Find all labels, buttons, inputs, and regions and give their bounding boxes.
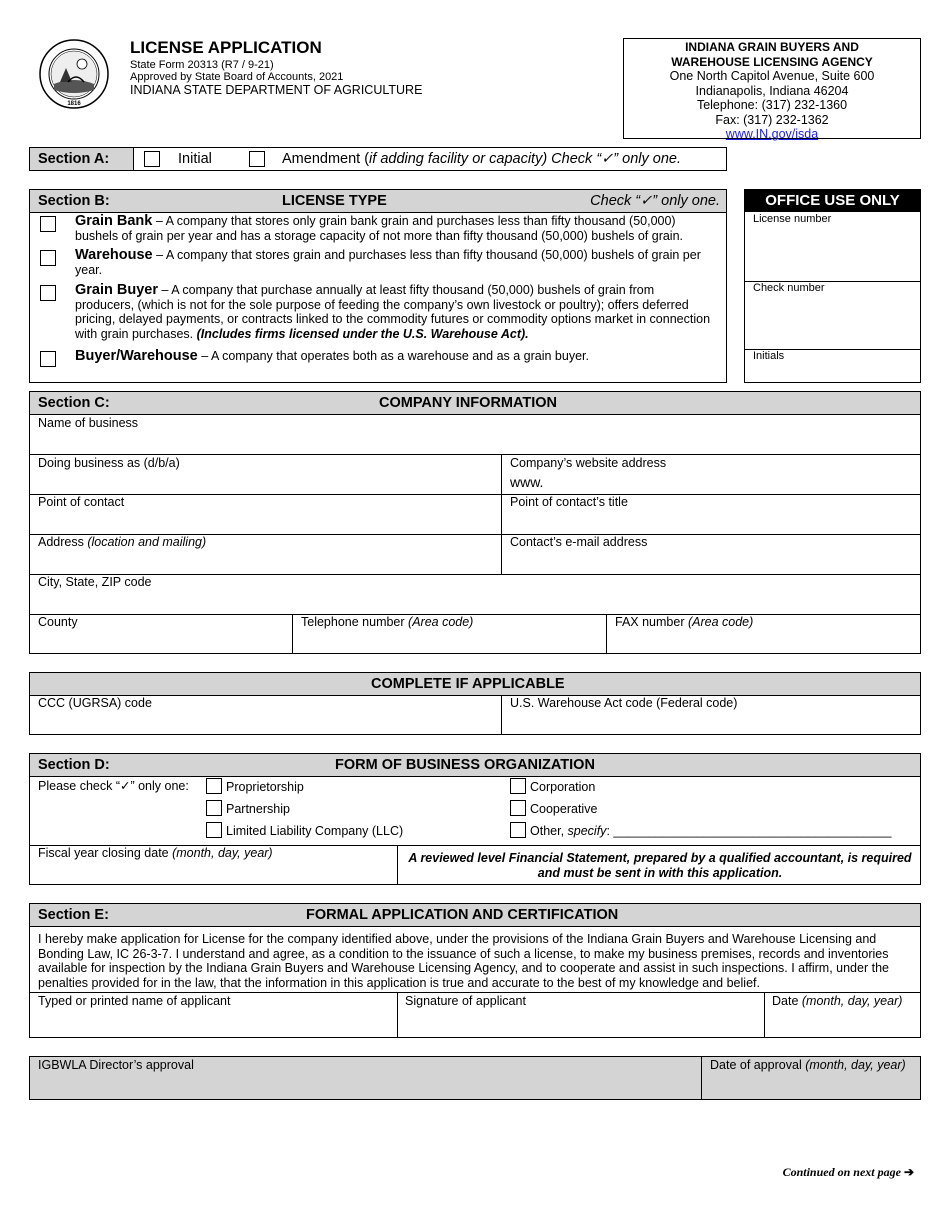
section-d-header [30,754,920,777]
name-of-business-field[interactable]: Name of business [38,416,139,430]
svg-text:1816: 1816 [67,101,81,107]
application-date-field[interactable]: Date (month, day, year) [772,994,903,1008]
grain-buyer-note: (Includes firms licensed under the U.S. Warehouse Act). [196,326,529,341]
cooperative-checkbox[interactable] [510,800,526,816]
applicable-section [29,672,921,735]
county-field[interactable]: County [38,615,78,629]
corporation-label: Corporation [530,780,596,794]
agency-box [623,38,921,139]
applicable-title: COMPLETE IF APPLICABLE [371,676,565,692]
license-number-label: License number [753,213,832,225]
grain-bank-checkbox[interactable] [40,216,56,232]
check-number-label: Check number [753,282,825,294]
agency-telephone: Telephone: (317) 232-1360 [696,98,848,112]
section-d [29,753,921,885]
state-seal [38,38,110,110]
agency-address-1: One North Capitol Avenue, Suite 600 [669,69,875,83]
address-field[interactable]: Address (location and mailing) [38,535,207,549]
agency-address-2: Indianapolis, Indiana 46204 [695,83,849,98]
section-b-label: Section B: [38,193,110,209]
certification-text: I hereby make application for License for the company identified above, under the provisions of the Indiana Grain Buyers and Warehouse Licensing and Bonding Law, IC 26-3-7. I understand and agree, as a condition to the issuance of such a license, to make my business premises, records and inventories available for inspection by the Indiana Grain Buyers and Warehouse Licensing Agency, and to cooperate and assist in such inspections. I affirm, under the penalties provided for in the law, that the information in this application is true and accurate to the best of my knowledge and belief. [38,932,889,990]
initial-label: Initial [178,151,212,167]
agency-website-link[interactable]: www.IN.gov/isda [725,127,819,141]
grain-buyer-name: Grain Buyer [75,282,158,298]
partnership-checkbox[interactable] [206,800,222,816]
website-field[interactable]: Company’s website address [510,456,667,470]
fax-field[interactable]: FAX number (Area code) [615,615,754,629]
warehouse-checkbox[interactable] [40,250,56,266]
section-e-title: FORMAL APPLICATION AND CERTIFICATION [306,907,619,923]
grain-bank-desc: – A company that stores only grain bank grain and purchases less than fifty thousand (50,000) bushels of grain per year and has a storage capacity of not more than fifty thousand (50,000) bushels of grain. [75,214,684,243]
section-e [29,903,921,1038]
section-c [29,391,921,654]
ccc-code-field[interactable]: CCC (UGRSA) code [38,696,152,710]
grain-bank-option [75,214,715,243]
section-a-label: Section A: [30,148,134,170]
continued-text: Continued on next page [782,1165,901,1179]
amendment-checkbox[interactable] [249,151,265,167]
approval-section [29,1056,921,1100]
dba-field[interactable]: Doing business as (d/b/a) [38,456,180,470]
department-name: INDIANA STATE DEPARTMENT OF AGRICULTURE [130,83,423,97]
director-approval-field[interactable]: IGBWLA Director’s approval [38,1058,194,1072]
applicant-signature-field[interactable]: Signature of applicant [405,994,526,1008]
continued-note [783,1165,914,1180]
llc-label: Limited Liability Company (LLC) [226,824,404,838]
right-arrow-icon: ➔ [903,1165,914,1179]
approval-date-field[interactable]: Date of approval (month, day, year) [710,1058,906,1072]
other-specify-field[interactable]: Other, specify: ________________________________________ [530,824,892,838]
section-c-header [30,392,920,415]
agency-name-1: INDIANA GRAIN BUYERS AND [685,40,859,54]
form-number: State Form 20313 (R7 / 9-21) [130,59,274,71]
partnership-label: Partnership [226,802,290,816]
corporation-checkbox[interactable] [510,778,526,794]
proprietorship-label: Proprietorship [226,780,304,794]
grain-buyer-checkbox[interactable] [40,285,56,301]
form-title: LICENSE APPLICATION [130,38,322,57]
buyer-warehouse-checkbox[interactable] [40,351,56,367]
section-c-title: COMPANY INFORMATION [379,395,558,411]
section-e-label: Section E: [38,907,109,923]
website-prefix: www. [510,474,544,490]
section-b-check-note: Check “✓” only one. [590,193,720,209]
warehouse-name: Warehouse [75,247,153,263]
contact-email-field[interactable]: Contact’s e-mail address [510,535,648,549]
section-b-header [30,190,726,213]
section-a [29,147,727,171]
warehouse-desc: – A company that stores grain and purchases less than fifty thousand (50,000) bushels of grain per year. [75,248,701,277]
section-c-label: Section C: [38,395,110,411]
cooperative-label: Cooperative [530,802,598,816]
warehouse-act-code-field[interactable]: U.S. Warehouse Act code (Federal code) [510,696,738,710]
point-of-contact-field[interactable]: Point of contact [38,495,125,509]
initials-label: Initials [753,350,785,362]
applicant-name-field[interactable]: Typed or printed name of applicant [38,994,231,1008]
office-use-title: OFFICE USE ONLY [745,190,920,212]
grain-buyer-option [75,283,715,341]
proprietorship-checkbox[interactable] [206,778,222,794]
financial-statement-note: A reviewed level Financial Statement, prepared by a qualified accountant, is required and must be sent in with this application. [408,851,912,880]
office-use-box [744,189,921,383]
section-b [29,189,727,383]
buyer-warehouse-name: Buyer/Warehouse [75,348,198,364]
grain-bank-name: Grain Bank [75,213,153,229]
buyer-warehouse-desc: – A company that operates both as a warehouse and as a grain buyer. [197,349,589,363]
fiscal-year-field[interactable]: Fiscal year closing date (month, day, year) [38,846,273,860]
initial-checkbox[interactable] [144,151,160,167]
approval-note: Approved by State Board of Accounts, 2021 [130,71,344,83]
agency-name-2: WAREHOUSE LICENSING AGENCY [671,54,873,69]
city-state-zip-field[interactable]: City, State, ZIP code [38,575,152,589]
amendment-label: Amendment (if adding facility or capacity) Check “✓” only one. [282,151,681,167]
contact-title-field[interactable]: Point of contact’s title [510,495,628,509]
please-check-label: Please check “✓” only one: [38,779,189,793]
buyer-warehouse-option [75,349,715,364]
telephone-field[interactable]: Telephone number (Area code) [301,615,474,629]
llc-checkbox[interactable] [206,822,222,838]
grain-buyer-desc: – A company that purchase annually at least fifty thousand (50,000) bushels of grain from producers, (which is not for the sole purpose of feeding the company’s own livestock or poultry); offers deferred pricing, delayed payments, or contracts linked to the commodity futures or commodity options market in connection with grain purchases. [75,283,711,341]
other-checkbox[interactable] [510,822,526,838]
section-e-header [30,904,920,927]
section-d-title: FORM OF BUSINESS ORGANIZATION [335,757,595,773]
section-b-title: LICENSE TYPE [282,193,387,209]
agency-fax: Fax: (317) 232-1362 [715,112,829,127]
warehouse-option [75,248,715,277]
applicable-header [30,673,920,696]
section-d-label: Section D: [38,757,110,773]
